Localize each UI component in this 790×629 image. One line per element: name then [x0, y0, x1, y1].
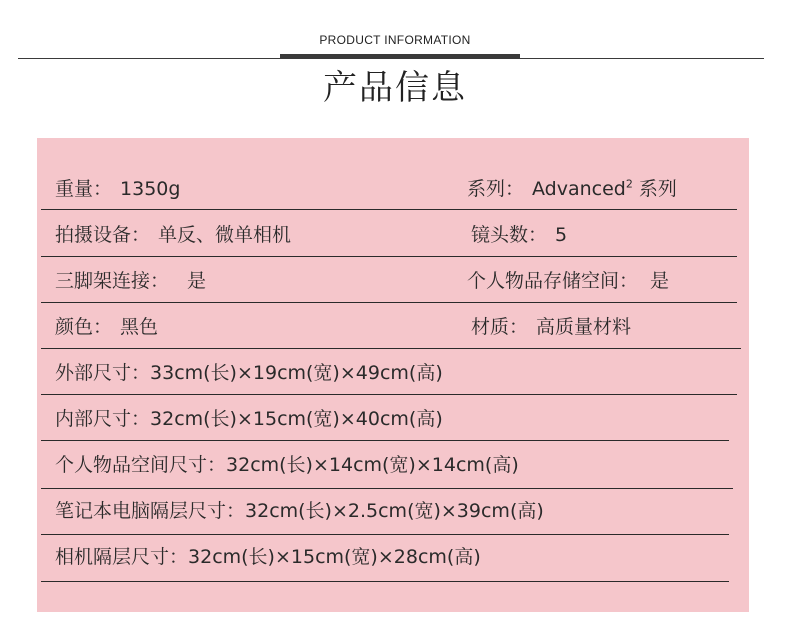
material-value: 高质量材料 — [536, 316, 632, 338]
header-subtitle-en: PRODUCT INFORMATION — [319, 33, 471, 47]
inner-value: 32cm(长)×15cm(宽)×40cm(高) — [150, 408, 443, 430]
row-divider — [41, 581, 729, 582]
equipment-value: 单反、微单相机 — [158, 224, 292, 246]
spec-row-weight-series — [37, 166, 749, 212]
laptop-label: 笔记本电脑隔层尺寸： — [55, 500, 246, 522]
series-suffix: 系列 — [638, 178, 677, 200]
header-thin-line — [18, 58, 764, 59]
color-label: 颜色： — [55, 316, 113, 338]
spec-row-laptop — [37, 488, 749, 534]
spec-panel — [37, 138, 749, 612]
row-divider — [41, 302, 737, 303]
material-label: 材质： — [471, 316, 529, 338]
spec-row-equipment-lens — [37, 212, 749, 258]
lens-value: 5 — [555, 224, 568, 246]
outer-label: 外部尺寸： — [55, 362, 151, 384]
spec-tripod — [55, 258, 206, 304]
outer-value: 33cm(长)×19cm(宽)×49cm(高) — [150, 362, 443, 384]
camera-value: 32cm(长)×15cm(宽)×28cm(高) — [188, 546, 481, 568]
spec-color — [55, 304, 158, 350]
spec-row-inner-size — [37, 396, 749, 442]
personal-value: 是 — [650, 270, 670, 292]
equipment-label: 拍摄设备： — [55, 224, 151, 246]
spec-row-outer-size — [37, 350, 749, 396]
spec-weight — [55, 166, 180, 212]
series-label: 系列： — [467, 178, 525, 200]
weight-label: 重量： — [55, 178, 113, 200]
spec-personal-space — [55, 442, 519, 488]
series-value: Advanced — [532, 178, 626, 200]
spec-row-personal-space — [37, 442, 749, 488]
spec-row-color-material — [37, 304, 749, 350]
spec-material — [471, 304, 631, 350]
lens-label: 镜头数： — [471, 224, 548, 246]
spec-inner-size — [55, 396, 443, 442]
spec-personal-storage — [467, 258, 669, 304]
tripod-value: 是 — [187, 270, 207, 292]
personal-space-label: 个人物品空间尺寸： — [55, 454, 227, 476]
laptop-value: 32cm(长)×2.5cm(宽)×39cm(高) — [245, 500, 544, 522]
row-divider — [41, 348, 741, 349]
color-value: 黑色 — [120, 316, 159, 338]
row-divider — [41, 256, 737, 257]
tripod-label: 三脚架连接： — [55, 270, 170, 292]
inner-label: 内部尺寸： — [55, 408, 151, 430]
camera-label: 相机隔层尺寸： — [55, 546, 189, 568]
row-divider — [41, 209, 737, 210]
spec-row-tripod-personal — [37, 258, 749, 304]
personal-label: 个人物品存储空间： — [467, 270, 639, 292]
spec-series — [467, 166, 677, 212]
header-thick-line — [280, 54, 520, 58]
page-title: 产品信息 — [323, 68, 467, 108]
spec-equipment — [55, 212, 291, 258]
row-divider — [41, 440, 729, 441]
weight-value: 1350g — [120, 178, 181, 200]
series-sup: 2 — [625, 177, 633, 191]
row-divider — [41, 394, 737, 395]
spec-camera — [55, 534, 481, 580]
spec-row-camera — [37, 534, 749, 580]
spec-laptop — [55, 488, 544, 534]
spec-lens — [471, 212, 567, 258]
spec-outer-size — [55, 350, 443, 396]
personal-space-value: 32cm(长)×14cm(宽)×14cm(高) — [226, 454, 519, 476]
